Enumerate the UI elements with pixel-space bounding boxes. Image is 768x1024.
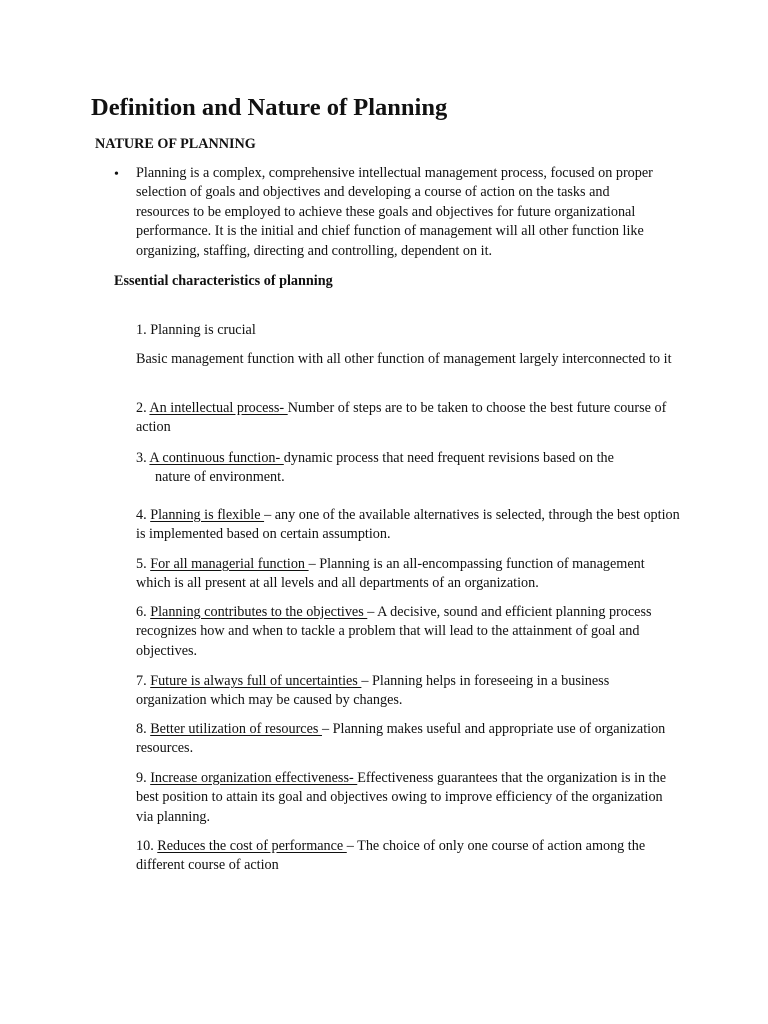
item-term: Planning contributes to the objectives	[150, 604, 368, 620]
item-text: Planning is an all-encompassing function of management which is all present at all levels and all departments of an organization.	[136, 556, 645, 592]
list-item-3	[136, 449, 681, 488]
item-text: dynamic process that need frequent revisions based on the	[283, 450, 614, 466]
section-title: NATURE OF PLANNING	[95, 136, 256, 152]
item-number: 3.	[136, 450, 150, 466]
item-text: any one of the available alternatives is selected, through the best option is implemented based on certain assumption.	[136, 507, 680, 543]
item-term: An intellectual process-	[149, 400, 288, 416]
item-text: A decisive, sound and efficient planning process recognizes how and when to tackle a problem that will lead to the attainment of goal and objectives.	[136, 604, 652, 659]
item-term: A continuous function-	[149, 450, 284, 466]
item-number: 1.	[136, 322, 151, 338]
list-item-5	[136, 555, 681, 594]
characteristics-heading: Essential characteristics of planning	[114, 273, 333, 289]
item-term: Future is always full of uncertainties	[150, 673, 362, 689]
item-term: For all managerial function	[150, 556, 309, 572]
item-text: Number of steps are to be taken to choose the best future course of action	[136, 400, 667, 436]
bullet-icon: •	[114, 167, 119, 182]
item-term: Better utilization of resources	[150, 721, 322, 737]
item-separator: –	[361, 673, 373, 689]
item-number: 6.	[136, 604, 151, 620]
item-text: Planning helps in foreseeing in a business organization which may be caused by changes.	[136, 673, 610, 709]
item-separator: –	[346, 838, 358, 854]
item-number: 7.	[136, 673, 151, 689]
item-number: 8.	[136, 721, 151, 737]
item-text: Basic management function with all other function of management largely interconnected to it	[136, 351, 672, 367]
list-item-2	[136, 399, 681, 438]
item-term: Reduces the cost of performance	[157, 838, 347, 854]
item-term: Planning is crucial	[150, 322, 256, 338]
item-number: 5.	[136, 556, 151, 572]
item-separator: –	[264, 507, 275, 523]
item-number: 10.	[136, 838, 158, 854]
list-item-1-description	[136, 350, 681, 369]
item-text: Effectiveness guarantees that the organization is in the best position to attain its goal and objectives owing to improve efficiency of the organization via planning.	[136, 770, 666, 825]
list-item-8	[136, 720, 681, 759]
item-separator: –	[321, 721, 333, 737]
list-item-4	[136, 506, 681, 545]
item-text-continued: nature of environment.	[155, 469, 285, 486]
page-title: Definition and Nature of Planning	[91, 94, 448, 121]
list-item-1	[136, 321, 681, 340]
item-separator: –	[308, 556, 320, 572]
list-item-7	[136, 672, 681, 711]
list-item-6	[136, 603, 681, 661]
item-separator: –	[367, 604, 378, 620]
list-item-9	[136, 769, 681, 827]
item-number: 2.	[136, 400, 150, 416]
item-term: Planning is flexible	[150, 507, 265, 523]
item-number: 9.	[136, 770, 151, 786]
bullet-paragraph: Planning is a complex, comprehensive intellectual management process, focused on proper selection of goals and objectives and developing a course of action on the tasks and resources to be employed to achieve these goals and objectives for future organizational performance. It is the initial and chief function of management will all other function like organizing, staffing, directing and controlling, dependent on it.	[136, 165, 653, 259]
item-text: Planning makes useful and appropriate use of organization resources.	[136, 721, 666, 757]
item-text: The choice of only one course of action among the different course of action	[136, 838, 646, 874]
list-item-10	[136, 837, 681, 876]
item-term: Increase organization effectiveness-	[150, 770, 358, 786]
item-number: 4.	[136, 507, 151, 523]
